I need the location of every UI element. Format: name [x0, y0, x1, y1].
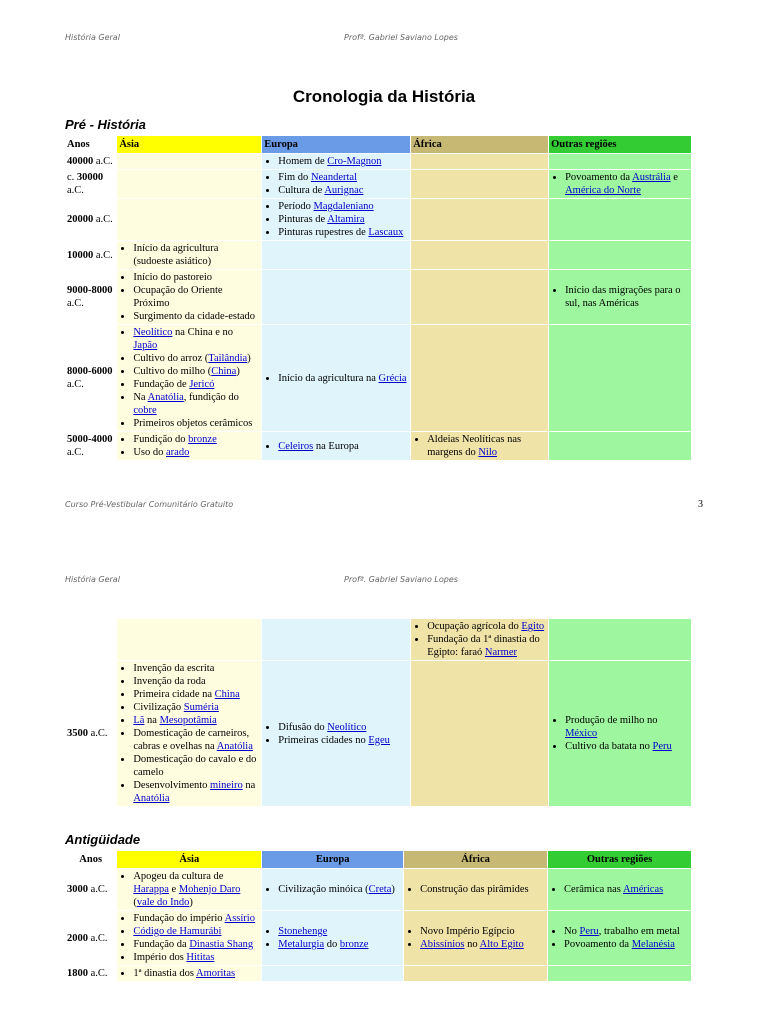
link-narmer[interactable]: Narmer — [484, 647, 517, 658]
event-list — [264, 925, 401, 951]
cell-ano: 40000 a.C. — [65, 154, 116, 169]
cell-europa — [262, 170, 410, 198]
event-list — [119, 662, 259, 805]
link-anatolia[interactable]: Anatólia — [216, 741, 253, 752]
prehistory-table — [64, 135, 692, 461]
cell-outras — [549, 432, 691, 460]
event-item: • Pinturas rupestres de Lascaux — [278, 226, 408, 239]
event-item: • Civilização minóica (Creta) — [278, 883, 401, 896]
link-neolitico[interactable]: Neolítico — [133, 327, 173, 338]
link-anatolia[interactable]: Anatólia — [133, 793, 170, 804]
table-row — [65, 241, 691, 269]
event-list — [550, 925, 689, 951]
cell-outras — [549, 270, 691, 324]
cell-europa — [262, 661, 410, 806]
event-item: • Fundição do bronze — [133, 433, 259, 446]
cell-africa — [411, 270, 548, 324]
cell-asia — [117, 661, 261, 806]
link-amoritas[interactable]: Amoritas — [196, 968, 236, 979]
event-item: • Cultivo do milho (China) — [133, 365, 259, 378]
event-list — [264, 883, 401, 896]
cell-outras — [548, 869, 691, 910]
cell-ano: 3500 a.C. — [65, 661, 116, 806]
event-item: • Fundação do império Assírio — [133, 912, 259, 925]
cell-europa — [262, 241, 410, 269]
year-value: 2000 — [67, 932, 88, 944]
link-lascaux[interactable]: Lascaux — [368, 227, 404, 238]
link-peru[interactable]: Peru — [652, 741, 672, 752]
event-item: • Cerâmica nas Américas — [564, 883, 689, 896]
link-codigo-de-hamurabi[interactable]: Código de Hamurábi — [133, 926, 222, 937]
cell-europa — [262, 325, 410, 431]
cell-africa — [404, 966, 547, 981]
cell-ano: 20000 a.C. — [65, 199, 116, 240]
section-title-antiquity: Antigüidade — [65, 832, 141, 847]
event-item: • Cultivo do arroz (Tailândia) — [133, 352, 259, 365]
year-value: 8000-6000 — [67, 366, 113, 377]
link-abissinios[interactable]: Abissínios — [420, 939, 465, 950]
link-mesopotamia[interactable]: Mesopotâmia — [159, 715, 217, 726]
cell-asia — [117, 154, 261, 169]
cell-ano: 1800 a.C. — [65, 966, 116, 981]
cell-africa — [411, 432, 548, 460]
cell-ano — [65, 619, 116, 660]
event-list — [119, 912, 259, 964]
cell-asia — [117, 911, 261, 965]
event-list — [264, 155, 408, 168]
page-number: 3 — [698, 499, 703, 510]
event-list — [264, 372, 408, 385]
event-item: • Ocupação do Oriente Próximo — [133, 284, 259, 310]
year-value: 30000 — [76, 172, 104, 183]
link-dinastia-shang[interactable]: Dinastia Shang — [189, 939, 254, 950]
column-header-africa: África — [404, 851, 547, 868]
event-item: • Lã na Mesopotâmia — [133, 714, 259, 727]
cell-ano: c. 30000 a.C. — [65, 170, 116, 198]
event-item: • Aldeias Neolíticas nas margens do Nilo — [427, 433, 546, 459]
link-hititas[interactable]: Hititas — [186, 952, 215, 963]
event-item: • Início das migrações para o sul, nas Américas — [565, 284, 689, 310]
cell-africa — [411, 661, 548, 806]
link-la[interactable]: Lã — [133, 715, 145, 726]
event-item: • Fundação da Dinastia Shang — [133, 938, 259, 951]
event-item: • Produção de milho no México — [565, 714, 689, 740]
cell-ano: 10000 a.C. — [65, 241, 116, 269]
link-americas[interactable]: Américas — [622, 884, 664, 895]
cell-ano: 5000-4000 a.C. — [65, 432, 116, 460]
column-header-asia: Ásia — [117, 851, 261, 868]
cell-outras — [549, 154, 691, 169]
event-list — [406, 925, 545, 951]
table-row — [65, 966, 691, 981]
link-harappa[interactable]: Harappa — [133, 884, 169, 895]
link-neandertal[interactable]: Neandertal — [310, 172, 357, 183]
year-value: 5000-4000 — [67, 434, 113, 445]
event-item: • Neolítico na China e no Japão — [133, 326, 259, 352]
event-item: • Domesticação de carneiros, cabras e ovelhas na Anatólia — [133, 727, 259, 753]
cell-asia — [117, 199, 261, 240]
event-list — [413, 620, 546, 659]
running-header-left: História Geral — [65, 33, 120, 42]
year-value: 10000 — [67, 249, 94, 261]
cell-outras — [548, 966, 691, 981]
event-item: • Primeira cidade na China — [133, 688, 259, 701]
event-list — [551, 714, 689, 753]
event-item: • Primeiros objetos cerâmicos — [133, 417, 259, 430]
cell-outras — [549, 199, 691, 240]
event-item: • Pinturas de Altamira — [278, 213, 408, 226]
link-alto-egito[interactable]: Alto Egito — [479, 939, 524, 950]
link-melanesia[interactable]: Melanésia — [631, 939, 675, 950]
column-header-outras: Outras regiões — [549, 136, 691, 153]
cell-outras — [549, 661, 691, 806]
link-grecia[interactable]: Grécia — [378, 372, 407, 384]
cell-outras — [549, 241, 691, 269]
event-item: • Povoamento da Melanésia — [564, 938, 689, 951]
event-item: • Início do pastoreio — [133, 271, 259, 284]
column-header-anos: Anos — [65, 136, 116, 153]
link-egito[interactable]: Egito — [521, 621, 545, 632]
link-bronze[interactable]: bronze — [339, 939, 369, 950]
column-header-outras: Outras regiões — [548, 851, 691, 868]
link-cobre[interactable]: cobre — [133, 405, 157, 416]
event-list — [406, 883, 545, 896]
cell-ano: 3000 a.C. — [65, 869, 116, 910]
event-item: • No Peru, trabalho em metal — [564, 925, 689, 938]
antiquity-table — [64, 850, 692, 982]
year-value: 9000-8000 — [67, 285, 113, 296]
event-list — [119, 433, 259, 459]
running-header-author-2: Profª. Gabriel Saviano Lopes — [344, 575, 458, 584]
link-jerico[interactable]: Jericó — [189, 379, 215, 390]
link-mexico[interactable]: México — [565, 728, 598, 739]
footer-course-name: Curso Pré-Vestibular Comunitário Gratuito — [65, 500, 234, 509]
table-row — [65, 432, 691, 460]
event-item: • Início da agricultura na Grécia — [278, 372, 408, 385]
event-item: • Homem de Cro-Magnon — [278, 155, 408, 168]
column-header-europa: Europa — [262, 136, 410, 153]
link-magdaleniano[interactable]: Magdaleniano — [313, 201, 374, 212]
cell-outras — [549, 170, 691, 198]
cell-europa — [262, 911, 403, 965]
link-tailandia[interactable]: Tailândia — [208, 353, 248, 364]
event-item: • Invenção da roda — [133, 675, 259, 688]
link-peru[interactable]: Peru — [579, 926, 599, 937]
cell-europa — [262, 199, 410, 240]
cell-outras — [549, 619, 691, 660]
event-list — [119, 271, 259, 323]
event-item: • Primeiras cidades no Egeu — [278, 734, 408, 747]
event-item: • Invenção da escrita — [133, 662, 259, 675]
link-australia[interactable]: Austrália — [632, 172, 671, 183]
cell-europa — [262, 154, 410, 169]
link-creta[interactable]: Creta — [368, 884, 392, 895]
cell-africa — [411, 199, 548, 240]
event-item: • Cultura de Aurignac — [278, 184, 408, 197]
cell-outras — [549, 325, 691, 431]
cell-asia — [117, 270, 261, 324]
cell-asia — [117, 325, 261, 431]
event-list — [264, 200, 408, 239]
event-item: • Fim do Neandertal — [278, 171, 408, 184]
event-item — [133, 925, 259, 938]
column-header-africa: África — [411, 136, 548, 153]
cell-ano: 2000 a.C. — [65, 911, 116, 965]
prehistory-table-continued — [64, 618, 692, 807]
cell-asia — [117, 241, 261, 269]
event-item: • Domesticação do cavalo e do camelo — [133, 753, 259, 779]
event-list — [551, 171, 689, 197]
link-aurignac[interactable]: Aurignac — [324, 185, 364, 196]
event-item: • 1ª dinastia dos Amoritas — [133, 967, 259, 980]
cell-ano: 8000-6000 a.C. — [65, 325, 116, 431]
event-item: • Celeiros na Europa — [278, 440, 408, 453]
cell-asia — [117, 432, 261, 460]
running-header-author: Profª. Gabriel Saviano Lopes — [344, 33, 458, 42]
event-item: • Apogeu da cultura de Harappa e Mohenjo Daro (vale do Indo) — [133, 870, 259, 909]
event-item: • Povoamento da Austrália e América do Norte — [565, 171, 689, 197]
link-assirio[interactable]: Assírio — [224, 913, 255, 924]
cell-europa — [262, 432, 410, 460]
year-value: 3500 — [67, 728, 88, 739]
event-list — [264, 171, 408, 197]
table-row — [65, 154, 691, 169]
event-list — [264, 721, 408, 747]
link-nilo[interactable]: Nilo — [478, 447, 497, 458]
link-cro-magnon[interactable]: Cro-Magnon — [327, 156, 382, 167]
event-item: • Abissínios no Alto Egito — [420, 938, 545, 951]
year-value: 3000 — [67, 884, 88, 895]
table-row — [65, 619, 691, 660]
cell-africa — [411, 241, 548, 269]
event-item: • Ocupação agrícola do Egito — [427, 620, 546, 633]
link-mineiro[interactable]: mineiro — [210, 780, 243, 791]
event-list — [119, 326, 259, 430]
cell-asia — [117, 966, 261, 981]
link-america-do-norte[interactable]: América do Norte — [565, 185, 641, 196]
table-row — [65, 199, 691, 240]
event-list — [119, 242, 259, 268]
section-title-prehistory: Pré - História — [65, 117, 146, 132]
event-item: • Fundação de Jericó — [133, 378, 259, 391]
cell-asia — [117, 619, 261, 660]
table-row — [65, 270, 691, 324]
link-vale-do-indo[interactable]: vale do Indo — [136, 897, 190, 908]
cell-africa — [411, 619, 548, 660]
event-list — [119, 870, 259, 909]
event-item: • Difusão do Neolítico — [278, 721, 408, 734]
link-sumeria[interactable]: Suméria — [183, 702, 219, 713]
event-item: • Início da agricultura (sudoeste asiático) — [133, 242, 259, 268]
link-celeiros[interactable]: Celeiros — [278, 440, 314, 452]
link-egeu[interactable]: Egeu — [368, 734, 390, 746]
event-item: • Desenvolvimento mineiro na Anatólia — [133, 779, 259, 805]
link-arado[interactable]: arado — [166, 447, 190, 458]
link-bronze[interactable]: bronze — [188, 434, 217, 445]
event-item: • Cultivo da batata no Peru — [565, 740, 689, 753]
event-list — [413, 433, 546, 459]
page-title: Cronologia da História — [292, 87, 476, 106]
table-row — [65, 911, 691, 965]
event-list — [264, 440, 408, 453]
event-list — [550, 883, 689, 896]
running-header-left-2: História Geral — [65, 575, 120, 584]
link-anatolia[interactable]: Anatólia — [147, 392, 184, 403]
cell-africa — [404, 869, 547, 910]
link-neolitico[interactable]: Neolítico — [327, 721, 367, 733]
cell-europa — [262, 869, 403, 910]
year-value: 1800 — [67, 968, 88, 979]
event-item: • Período Magdaleniano — [278, 200, 408, 213]
event-item: • Fundação da 1ª dinastia do Egipto: faraó Narmer — [427, 633, 546, 659]
event-list — [119, 967, 259, 980]
cell-ano: 9000-8000 a.C. — [65, 270, 116, 324]
column-header-anos: Anos — [65, 851, 116, 868]
year-value: 40000 — [67, 156, 94, 167]
table-row — [65, 661, 691, 806]
year-value: 20000 — [67, 214, 94, 225]
link-japao[interactable]: Japão — [133, 340, 158, 351]
cell-europa — [262, 966, 403, 981]
event-item: • Na Anatólia, fundição do cobre — [133, 391, 259, 417]
cell-asia — [117, 869, 261, 910]
cell-outras — [548, 911, 691, 965]
event-item: • Novo Império Egípcio — [420, 925, 545, 938]
link-stonehenge[interactable]: Stonehenge — [278, 926, 328, 937]
column-header-asia: Ásia — [117, 136, 261, 153]
table-row — [65, 325, 691, 431]
cell-africa — [411, 325, 548, 431]
link-china[interactable]: China — [214, 689, 240, 700]
event-item: • Uso do arado — [133, 446, 259, 459]
column-header-europa: Europa — [262, 851, 403, 868]
cell-asia — [117, 170, 261, 198]
event-item: • Civilização Suméria — [133, 701, 259, 714]
cell-africa — [411, 170, 548, 198]
cell-africa — [404, 911, 547, 965]
event-item: • Metalurgia do bronze — [278, 938, 401, 951]
event-item: • Construção das pirâmides — [420, 883, 545, 896]
event-item — [278, 925, 401, 938]
cell-europa — [262, 619, 410, 660]
link-altamira[interactable]: Altamira — [327, 214, 365, 225]
event-item: • Império dos Hititas — [133, 951, 259, 964]
event-item: • Surgimento da cidade-estado — [133, 310, 259, 323]
table-row — [65, 170, 691, 198]
event-list — [551, 284, 689, 310]
link-mohenjo-daro[interactable]: Mohenjo Daro — [178, 884, 241, 895]
table-row — [65, 869, 691, 910]
cell-africa — [411, 154, 548, 169]
cell-europa — [262, 270, 410, 324]
link-metalurgia[interactable]: Metalurgia — [278, 939, 325, 950]
link-china[interactable]: China — [211, 366, 237, 377]
